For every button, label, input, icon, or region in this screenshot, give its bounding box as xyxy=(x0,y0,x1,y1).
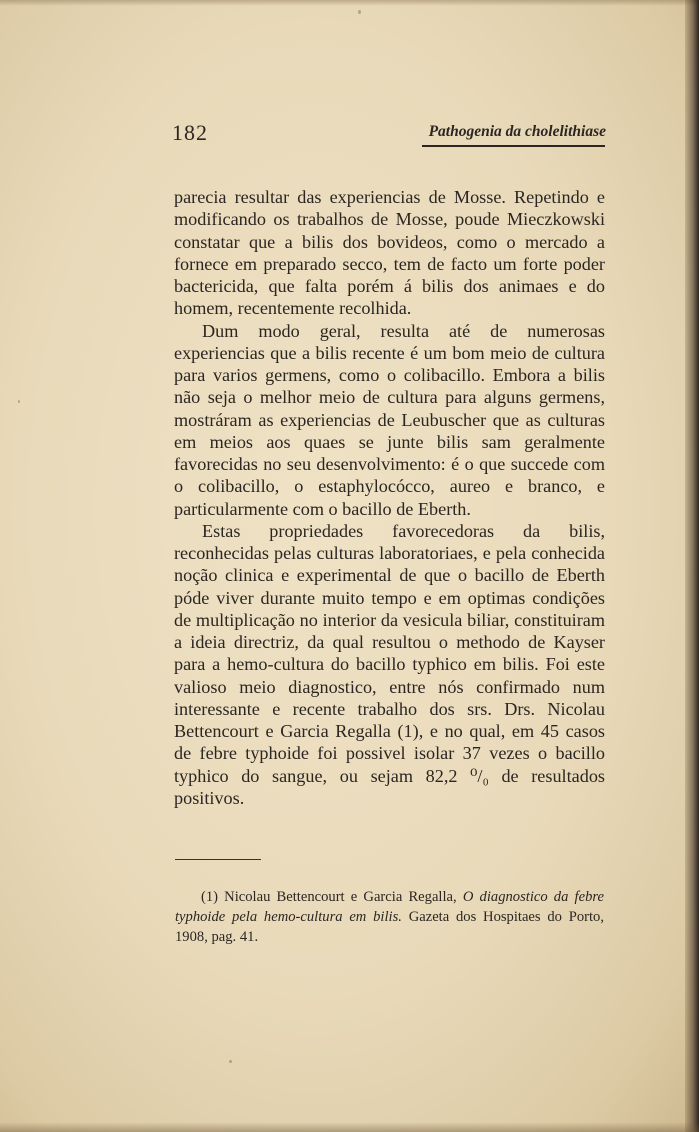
footnote-title: O diagnostico da febre typhoide pela hemo-cultura em bilis. xyxy=(175,889,604,925)
paragraph: Dum modo geral, resulta até de numerosas experiencias que a bilis recente é um bom meio de cultura para varios germens, como o colibacillo. Embora a bilis não seja o melhor meio de cultura para alguns germens, mostráram as experiencias de Leubuscher que as culturas em meios aos quaes se junte bilis sam geralmente favorecidas no seu desenvolvimento: é o que succede com o colibacillo, o estaphylocócco, aureo e branco, e particularmente com o bacillo de Eberth. xyxy=(174,320,605,519)
page-top-edge xyxy=(0,0,699,6)
footnote-source: Gazeta dos Hospitaes do Porto, 1908, pag. 41. xyxy=(175,909,604,945)
running-head: Pathogenia da cholelithiase xyxy=(428,123,606,140)
header-rule xyxy=(422,145,605,147)
footnote xyxy=(175,887,604,947)
footnote-authors: (1) Nicolau Bettencourt e Garcia Regalla, xyxy=(201,889,463,905)
page-right-edge xyxy=(685,0,699,1132)
paper-speck xyxy=(18,400,20,403)
paragraph: Estas propriedades favorecedoras da bilis, reconhecidas pelas culturas laboratoriaes, e pela conhecida noção clinica e experimental de que o bacillo de Eberth póde viver durante muito tempo e em optimas condições de multiplicação no interior da vesicula biliar, constituiram a ideia directriz, da qual resultou o methodo de Kayser para a hemo-cultura do bacillo typhico em bilis. Foi este valioso meio diagnostico, entre nós confirmado num interessante e recente trabalho dos srs. Drs. Nicolau Bettencourt e Garcia Regalla (1), e no qual, em 45 casos de febre typhoide foi possivel isolar 37 vezes o bacillo typhico do sangue, ou sejam 82,2 ⁰/₀ de resultados positivos. xyxy=(174,520,605,808)
page-bottom-edge xyxy=(0,1122,699,1132)
footnote-rule xyxy=(175,859,261,860)
page-header xyxy=(172,120,606,148)
paragraph: parecia resultar das experiencias de Mosse. Repetindo e modificando os trabalhos de Mosse, poude Mieczkowski constatar que a bilis dos bovideos, como o mercado a fornece em preparado secco, tem de facto um forte poder bactericida, que falta porém á bilis dos animaes e do homem, recentemente recolhida. xyxy=(174,187,605,319)
paper-speck xyxy=(358,10,361,14)
main-text xyxy=(174,186,605,809)
page-number: 182 xyxy=(172,120,208,145)
paper-speck xyxy=(229,1060,232,1063)
